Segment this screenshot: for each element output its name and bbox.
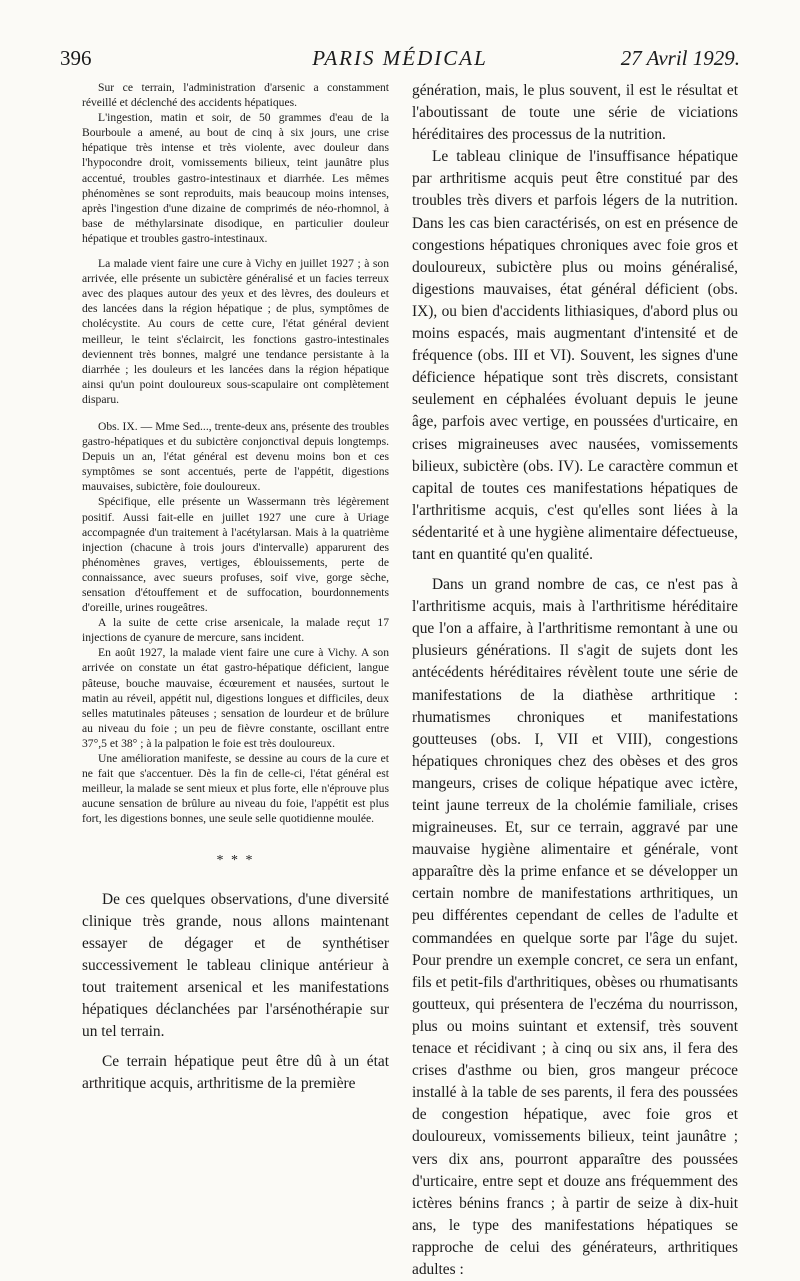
paragraph: L'ingestion, matin et soir, de 50 grammes d'eau de la Bourboule a amené, au bout de cinq à six jours, une crise hépatique très intense et très violente, avec douleur dans l'hypocondre droit, vomissements bilieux, teint jaunâtre plus accentué, troubles gastro-intestinaux et diarrhée. Les mêmes phénomènes se sont reproduits, mais beaucoup moins intenses, après l'ingestion d'une dizaine de comprimés de néo-rhomnol, à base de méthylarsinate disodique, en particulier douleur hépatique et troubles gastro-intestinaux. <box>82 111 389 245</box>
paragraph: En août 1927, la malade vient faire une cure à Vichy. A son arrivée on constate un état gastro-hépatique déficient, langue pâteuse, bouche mauvaise, écœurement et nausées, surtout le matin au réveil, appétit nul, digestions longues et difficiles, deux selles matutinales pâteuses ; sensation de lourdeur et de brûlure au niveau du foie ; un peu de fièvre constante, oscillant entre 37°,5 et 38° ; à la palpation le foie est très douloureux. <box>82 646 389 750</box>
paragraph: Une amélioration manifeste, se dessine au cours de la cure et ne fait que s'accentuer. Dès la fin de celle-ci, l'état général est meilleur, la malade se sent mieux et plus forte, elle n'éprouve plus aucune sensation de brûlure au niveau du foie, l'appétit est plus fort, les digestions bonnes, une seule selle quotidienne moulée. <box>82 752 389 826</box>
paragraph: De ces quelques observations, d'une diversité clinique très grande, nous allons maintenant essayer de dégager et de synthétiser successivement le tableau clinique antérieur à tout traitement arsenical et les manifestations hépatiques déclanchées par l'arsénothérapie sur un tel terrain. <box>82 890 389 1041</box>
paragraph: Ce terrain hépatique peut être dû à un état arthritique acquis, arthritisme de la première <box>82 1053 389 1093</box>
paragraph: Le tableau clinique de l'insuffisance hépatique par arthritisme acquis peut être constitué par des troubles très divers et parfois légers de la nutrition. Dans les cas bien caractérisés, on est en présence de congestions hépatiques chroniques avec foie gros et douloureux, subictère plus ou moins généralisé, digestions mauvaises, état général déficient (obs. IX), ou bien d'accidents lithiasiques, d'abord plus ou moins espacés, mais augmentant d'intensité et de fréquence (obs. III et VI). Souvent, les signes d'une déficience hépatique sont très discrets, consistant seulement en céphalées évoluant depuis le jeune âge, parfois avec vertige, en poussées d'urticaire, en crises migraineuses avec nausées, vomissements bilieux, subictère (obs. IV). Le caractère commun et capital de toutes ces manifestations hépatiques de l'arthritisme acquis, c'est qu'elles sont liées à la sédentarité et à une hygiène alimentaire défectueuse, tant en quantité qu'en qualité. <box>412 148 738 563</box>
observation-ix: Obs. IX. — Mme Sed..., trente-deux ans, présente des troubles gastro-hépatiques et du subictère conjonctival depuis longtemps. Depuis un an, l'état général est devenu moins bon et ces symptômes se sont accentués, perte de l'appétit, digestions mauvaises, subictère, foie douloureux. <box>82 419 389 494</box>
page-header <box>60 40 740 76</box>
issue-date: 27 Avril 1929. <box>620 46 740 70</box>
paragraph: Dans un grand nombre de cas, ce n'est pas à l'arthritisme acquis, mais à l'arthritisme héréditaire que l'on a affaire, à l'arthritisme remontant à une ou plusieurs générations. Il s'agit de sujets dont les antécédents héréditaires révèlent toute une série de manifestations de la diathèse arthritique : rhumatismes chroniques et manifestations goutteuses (obs. I, VII et VIII), congestions hépatiques chroniques chez des obèses et des gros mangeurs, crises de colique hépatique avec ictère, teint jaune terreux de la cholémie familiale, crises migraineuses. Et, sur ce terrain, aggravé par une mauvaise hygiène alimentaire et générale, vont apparaître dès la prime enfance et se développer un certain nombre de manifestations arthritiques, un peu différentes cependant de celles de l'adulte et commandées en quelque sorte par l'âge du sujet. Pour prendre un exemple concret, ce sera un enfant, fils et petit-fils d'arthritiques, obèses ou rhumatisants goutteux, qui présentera de l'eczéma du nourrisson, plus ou moins suintant et extensif, très souvent tenace et récidivant ; à cinq ou six ans, il fera des crises d'asthme ou bien, gros mangeur précoce installé à la table de ses parents, il fera des poussées de congestion hépatique, avec foie gros et douloureux, vomissements bilieux, teint jaunâtre ; vers dix ans, pourront apparaître des poussées d'urticaire, entre sept et douze ans fréquemment des ictères bénins francs ; à partir de seize à dix-huit ans, le type des manifestations hépatiques se rapproche de celui des générateurs, arthritiques adultes : <box>412 576 738 1278</box>
case-notes-small <box>82 80 389 827</box>
paragraph: Sur ce terrain, l'administration d'arsenic a constamment réveillé et déclenché des accidents hépatiques. <box>82 81 389 110</box>
paragraph: génération, mais, le plus souvent, il est le résultat et l'aboutissant de toute une série de viciations héréditaires des processus de la nutrition. <box>412 82 738 144</box>
discussion-text <box>82 889 389 1096</box>
section-separator: * * * <box>216 852 255 868</box>
page-number: 396 <box>60 46 92 70</box>
paragraph: A la suite de cette crise arsenicale, la malade reçut 17 injections de cyanure de mercure, sans incident. <box>82 616 389 645</box>
paragraph: La malade vient faire une cure à Vichy en juillet 1927 ; à son arrivée, elle présente un subictère généralisé et un facies terreux avec des plaques autour des yeux et des lèvres, des douleurs et des lancées dans la région hépatique ; de plus, symptômes de cholécystite. Au cours de cette cure, l'état général devient meilleur, le teint s'éclaircit, les fonctions gastro-intestinales deviennent très bonnes, malgré une tendance persistante à la diarrhée ; les douleurs et les lancées dans la région hépatique ainsi qu'un point douloureux sous-scapulaire ont complètement disparu. <box>82 257 389 406</box>
paragraph: Spécifique, elle présente un Wassermann très légèrement positif. Aussi fait-elle en juillet 1927 une cure à Uriage accompagnée d'un traitement à l'acétylarsan. Mais à la quatrième injection (chacune à trois jours d'intervalle) apparurent des phénomènes graves, vertiges, éblouissements, perte de connaissance, avec sueurs profuses, soif vive, gorge sèche, sensation d'étouffement et de suffocation, bourdonnements d'oreille, urines rougeâtres. <box>82 495 389 615</box>
journal-title: PARIS MÉDICAL <box>312 46 488 70</box>
right-column <box>412 80 738 1281</box>
left-column <box>82 80 389 1095</box>
